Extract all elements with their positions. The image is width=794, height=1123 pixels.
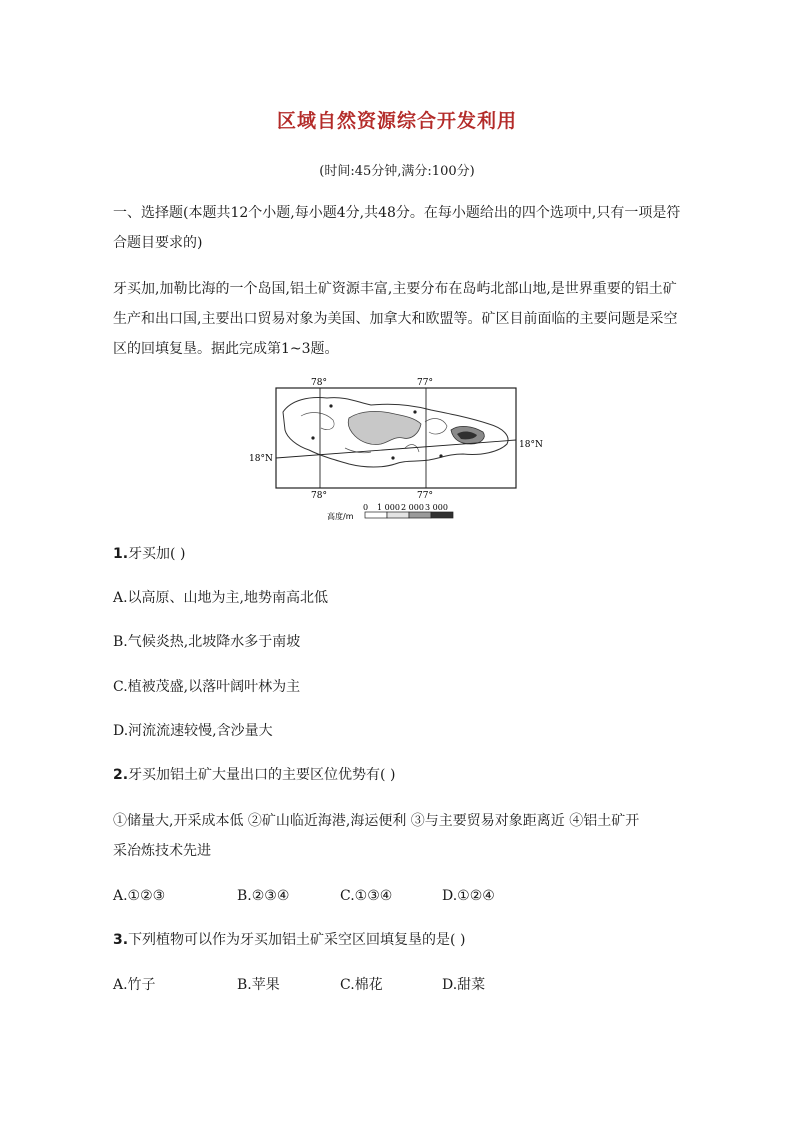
q3-option-d: D.甜菜 [442,977,486,993]
legend-tick-1: 1 000 [377,503,400,512]
legend-tick-0: 0 [363,503,369,512]
question-2-stem [113,765,395,785]
q2-statements-line-2: 采冶炼技术先进 [113,843,211,859]
q2-option-d: D.①②④ [442,888,495,904]
q2-option-b: B.②③④ [237,888,290,904]
lat-label-left: 18°N [249,454,273,464]
page-title: 区域自然资源综合开发利用 [276,110,517,132]
q1-option-b: B.气候炎热,北坡降水多于南坡 [113,634,301,650]
lon-label-top-right: 77° [417,378,433,388]
q2-option-c: C.①③④ [340,888,393,904]
question-text: 牙买加铝土矿大量出口的主要区位优势有( ) [128,767,396,783]
lon-label-top-left: 78° [311,378,327,388]
lon-label-bottom-left: 78° [311,491,327,501]
legend-tick-2: 2 000 [401,503,424,512]
exam-info: (时间:45分钟,满分:100分) [319,164,475,179]
q3-option-a: A.竹子 [113,977,156,993]
elevation-legend [365,512,453,518]
section-header: 一、选择题(本题共12个小题,每小题4分,共48分。在每小题给出的四个选项中,只有一项是符合题目要求的) [113,205,681,251]
lat-label-right: 18°N [519,440,543,450]
question-text: 下列植物可以作为牙买加铝土矿采空区回填复垦的是( ) [128,932,466,948]
q1-option-c: C.植被茂盛,以落叶阔叶林为主 [113,679,301,695]
intro-paragraph: 牙买加,加勒比海的一个岛国,铝土矿资源丰富,主要分布在岛屿北部山地,是世界重要的铝土矿生产和出口国,主要出口贸易对象为美国、加拿大和欧盟等。矿区目前面临的主要问题是采空区的回填复垦。据此完成第1~3题。 [113,281,678,357]
lon-label-bottom-right: 77° [417,491,433,501]
question-number: 3. [113,932,129,948]
q2-statements-line-1: ①储量大,开采成本低 ②矿山临近海港,海运便利 ③与主要贸易对象距离近 ④铝土矿开 [113,813,640,829]
legend-tick-3: 3 000 [425,503,448,512]
question-3-stem [113,930,465,950]
legend-label: 高度/m [327,512,354,521]
question-1-stem [113,544,185,564]
q1-option-a: A.以高原、山地为主,地势南高北低 [113,590,329,606]
question-number: 1. [113,546,129,562]
question-text: 牙买加( ) [128,546,186,562]
question-number: 2. [113,767,129,783]
q2-option-a: A.①②③ [113,888,166,904]
q3-option-c: C.棉花 [340,977,383,993]
jamaica-map-figure [245,372,555,522]
q3-option-b: B.苹果 [237,977,280,993]
q1-option-d: D.河流流速较慢,含沙量大 [113,723,273,739]
